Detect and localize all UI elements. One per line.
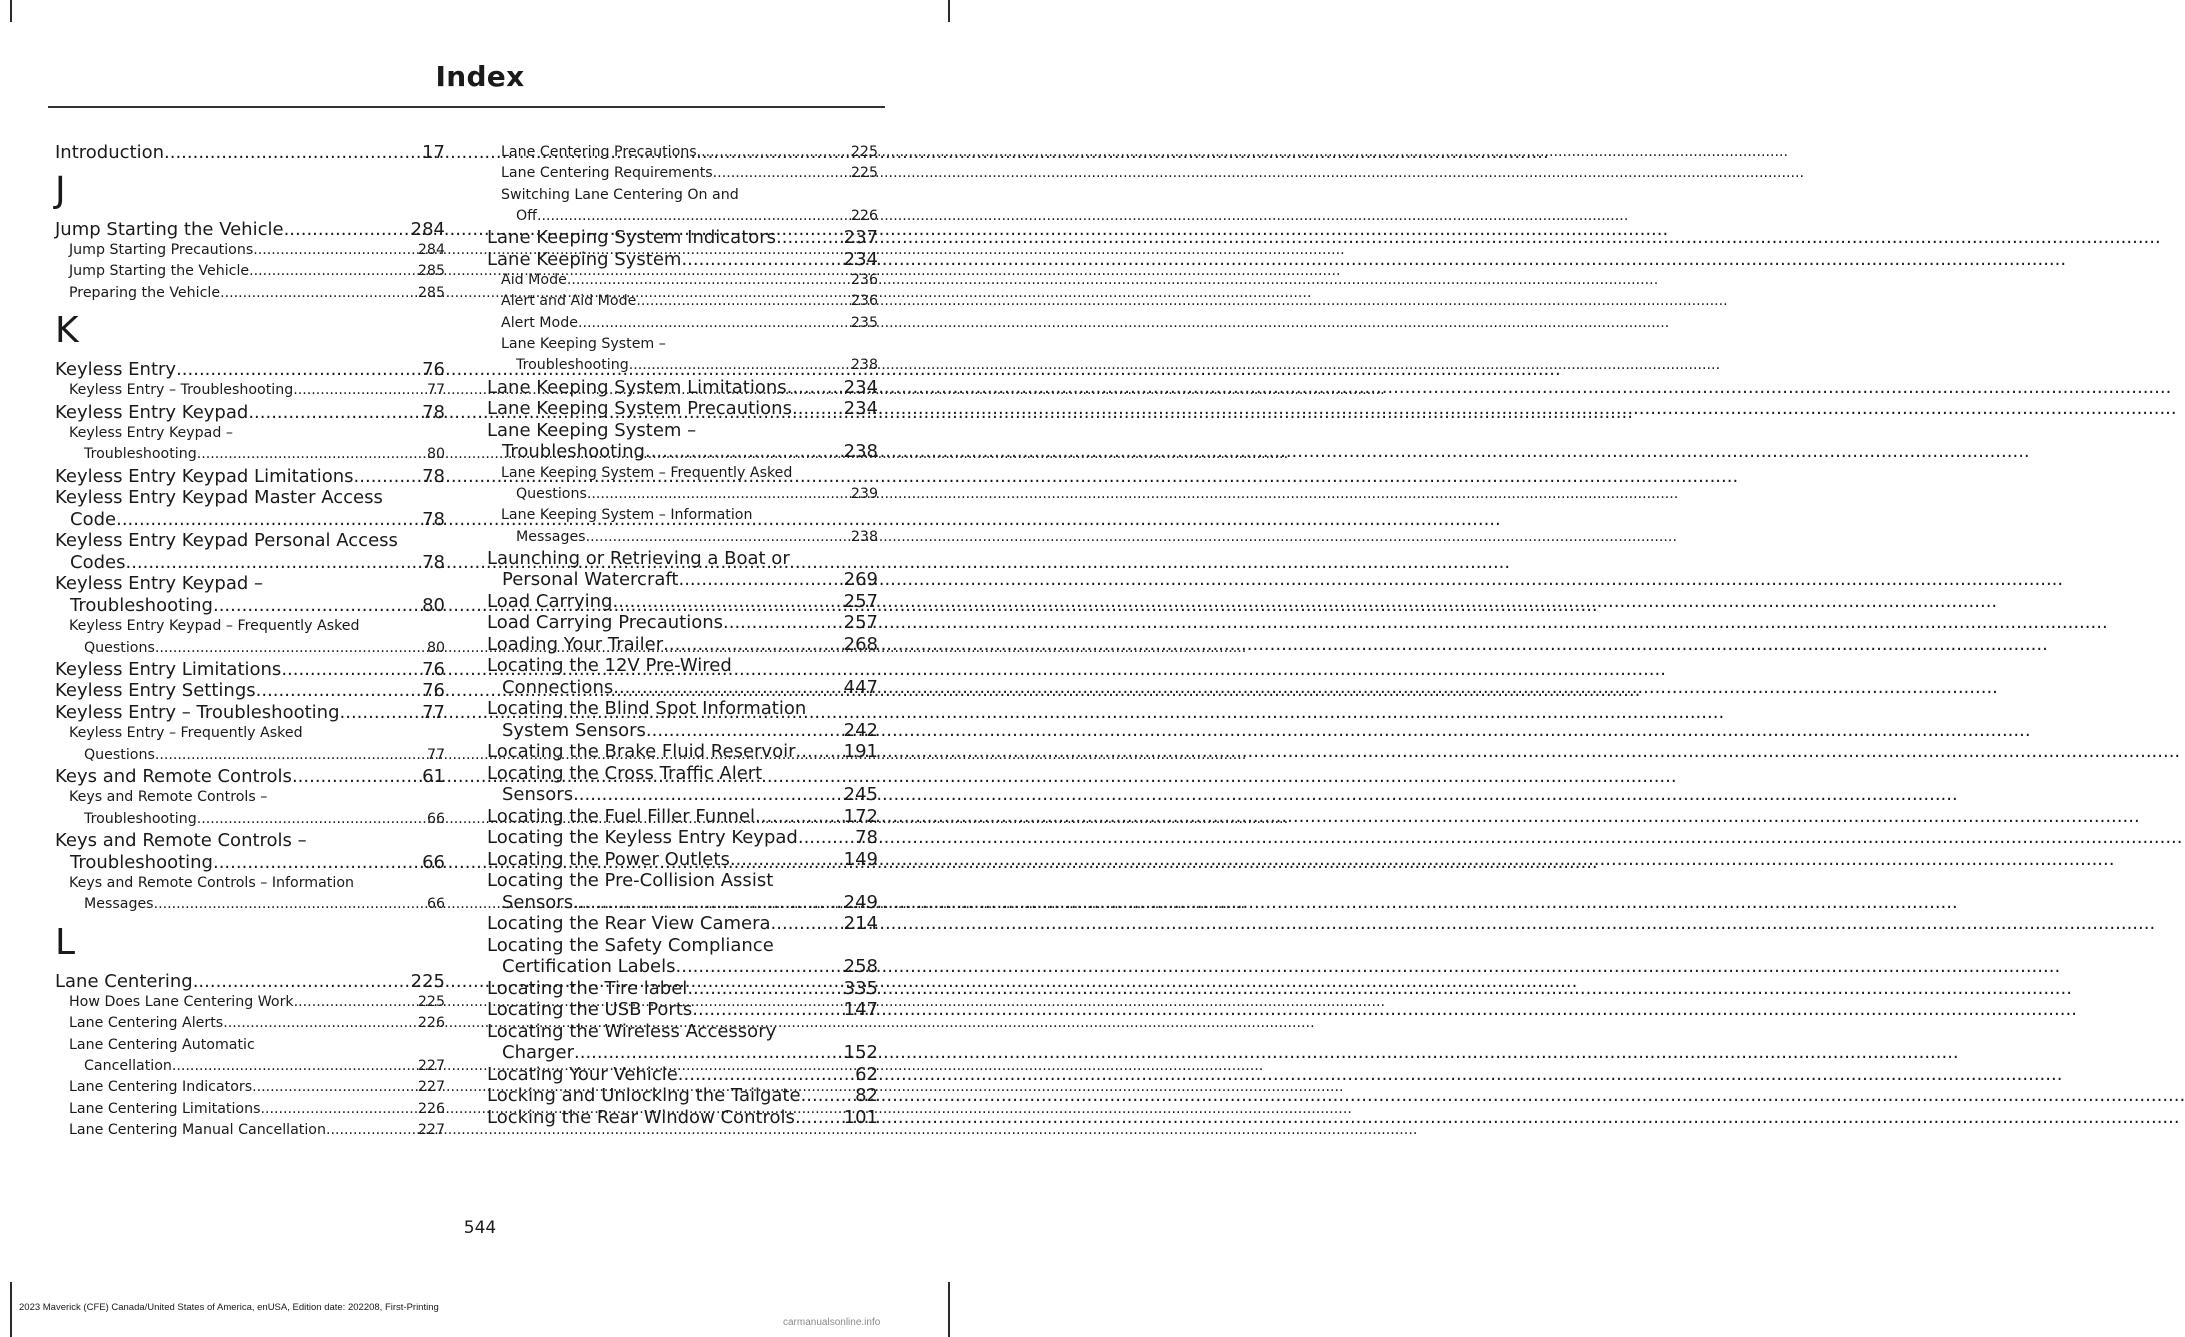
entry-label: Preparing the Vehicle [69, 284, 221, 301]
entry-label: Code [70, 508, 117, 530]
title-divider [48, 106, 885, 108]
dot-leader [663, 634, 843, 656]
entry-page-number: 214 [843, 913, 878, 935]
dot-leader [645, 441, 844, 463]
dot-leader [248, 402, 422, 424]
entry-page-number: 257 [843, 612, 878, 634]
entry-label: Locking and Unlocking the Tailgate [487, 1085, 801, 1107]
entry-label: Locating the Safety Compliance [487, 934, 774, 956]
entry-page-number: 249 [843, 891, 878, 913]
entry-label: Jump Starting Precautions [69, 242, 254, 258]
entry-label: Locating the Cross Traffic Alert [487, 762, 763, 784]
index-entry[interactable] [55, 359, 445, 381]
index-entry[interactable] [487, 806, 878, 828]
dot-leader [155, 638, 427, 659]
entry-page-number: 447 [843, 676, 878, 698]
entry-label: Troubleshooting [84, 446, 197, 463]
entry-label: Locating the USB Ports [487, 999, 693, 1021]
entry-label: Load Carrying [487, 590, 613, 612]
dot-leader [176, 359, 422, 381]
entry-label: Jump Starting the Vehicle [69, 263, 250, 280]
dot-leader [220, 283, 418, 304]
index-entry[interactable] [487, 913, 878, 935]
index-entry[interactable] [487, 420, 878, 463]
entry-label: Troubleshooting [70, 594, 213, 616]
entry-label: System Sensors [502, 719, 646, 741]
entry-page-number: 226 [417, 1015, 445, 1032]
entry-label: Troubleshooting [516, 357, 629, 374]
crop-mark-top-right [948, 0, 950, 22]
dot-leader [354, 466, 423, 488]
dot-leader [213, 852, 422, 874]
entry-page-number: 78 [422, 508, 445, 530]
page-title: Index [435, 60, 525, 93]
index-entry[interactable] [487, 1021, 878, 1064]
index-entry[interactable] [55, 142, 445, 164]
dot-leader [771, 913, 844, 935]
entry-page-number: 284 [410, 218, 445, 240]
entry-page-number: 66 [426, 810, 445, 827]
index-column-right [487, 142, 878, 1128]
dot-leader [692, 999, 843, 1021]
dot-leader [154, 894, 427, 915]
entry-page-number: 268 [843, 633, 878, 655]
entry-page-number: 242 [843, 719, 878, 741]
entry-label: Aid Mode [501, 272, 567, 289]
index-entry[interactable] [487, 612, 878, 634]
entry-label: Lane Centering [55, 970, 193, 992]
entry-page-number: 77 [426, 382, 445, 399]
entry-label: Lane Keeping System Indicators [487, 227, 777, 249]
entry-label: Keyless Entry Limitations [55, 658, 282, 680]
entry-label: Load Carrying Precautions [487, 612, 724, 634]
dot-leader [697, 142, 851, 163]
index-entry[interactable] [487, 398, 878, 420]
dot-leader [798, 827, 855, 849]
entry-page-number: 238 [843, 441, 878, 463]
entry-page-number: 226 [417, 1100, 445, 1117]
dot-leader [755, 806, 844, 828]
entry-page-number: 238 [850, 357, 878, 374]
entry-label: Charger [502, 1042, 574, 1064]
entry-label: Troubleshooting [84, 810, 197, 827]
dot-leader [197, 809, 427, 830]
dot-leader [249, 261, 418, 282]
entry-page-number: 234 [843, 248, 878, 270]
crop-mark-bottom-right [948, 1282, 950, 1337]
dot-leader [573, 892, 844, 914]
entry-page-number: 77 [422, 701, 445, 723]
entry-page-number: 80 [422, 594, 445, 616]
entry-label: Lane Keeping System – Information [501, 507, 753, 524]
entry-label: Questions [516, 485, 587, 502]
entry-page-number: 225 [417, 994, 445, 1011]
index-entry[interactable] [55, 1077, 445, 1098]
index-entry[interactable] [55, 1013, 445, 1034]
entry-page-number: 66 [422, 851, 445, 873]
index-entry[interactable] [487, 163, 878, 184]
entry-label: Lane Centering Alerts [69, 1015, 224, 1032]
index-entry[interactable] [487, 827, 878, 849]
dot-leader [587, 484, 851, 505]
dot-leader [284, 219, 411, 241]
entry-page-number: 227 [417, 1121, 445, 1138]
entry-page-number: 149 [843, 848, 878, 870]
index-entry[interactable] [487, 634, 878, 656]
entry-page-number: 226 [850, 207, 878, 224]
entry-label: Locating the 12V Pre-Wired [487, 655, 732, 677]
index-entry[interactable] [487, 291, 878, 312]
dot-leader [646, 720, 844, 742]
entry-page-number: 101 [843, 1106, 878, 1128]
entry-label: Launching or Retrieving a Boat or [487, 547, 790, 569]
dot-leader [155, 745, 427, 766]
dot-leader [578, 313, 851, 334]
entry-page-number: 78 [855, 827, 878, 849]
entry-page-number: 284 [417, 242, 445, 258]
dot-leader [252, 1077, 418, 1098]
dot-leader [723, 612, 844, 634]
index-entry[interactable] [487, 935, 878, 978]
entry-page-number: 236 [850, 293, 878, 310]
entry-page-number: 78 [422, 551, 445, 573]
entry-page-number: 237 [843, 227, 878, 249]
index-entry[interactable] [487, 1107, 878, 1129]
index-entry[interactable] [487, 334, 878, 377]
index-entry[interactable] [487, 377, 878, 399]
dot-leader [537, 206, 851, 227]
index-entry[interactable] [487, 1085, 878, 1107]
index-entry[interactable] [55, 1120, 445, 1141]
entry-label: Keyless Entry Keypad – [69, 425, 233, 442]
dot-leader [713, 163, 851, 184]
entry-label: Locating the Keyless Entry Keypad [487, 827, 798, 849]
entry-label: Jump Starting the Vehicle [55, 218, 284, 240]
entry-label: Messages [84, 896, 154, 913]
entry-label: Keyless Entry Keypad Limitations [55, 465, 354, 487]
entry-label: Lane Centering Limitations [69, 1100, 261, 1117]
dot-leader [629, 355, 851, 376]
entry-label: Keys and Remote Controls – Information [69, 875, 354, 892]
entry-page-number: 285 [417, 263, 445, 280]
entry-page-number: 78 [422, 401, 445, 423]
entry-page-number: 152 [843, 1042, 878, 1064]
entry-page-number: 225 [850, 144, 878, 160]
index-entry[interactable] [55, 240, 445, 261]
index-entry[interactable] [55, 766, 445, 788]
dot-leader [197, 444, 427, 465]
dot-leader [281, 659, 422, 681]
dot-leader [795, 1107, 844, 1129]
dot-leader [796, 741, 844, 763]
entry-page-number: 76 [422, 358, 445, 380]
entry-label: Keyless Entry Settings [55, 680, 256, 702]
entry-page-number: 61 [422, 765, 445, 787]
dot-leader [676, 956, 844, 978]
index-entry[interactable] [55, 487, 445, 530]
entry-page-number: 66 [426, 896, 445, 913]
entry-label: Locating the Fuel Filler Funnel [487, 805, 756, 827]
entry-label: Lane Keeping System Limitations [487, 376, 787, 398]
index-entry[interactable] [55, 702, 445, 724]
crop-mark-top-left [10, 0, 12, 22]
entry-label: Alert Mode [501, 314, 578, 331]
index-entry[interactable] [55, 380, 445, 401]
entry-page-number: 82 [855, 1085, 878, 1107]
dot-leader [613, 677, 843, 699]
crop-mark-bottom-left [10, 1282, 12, 1337]
index-entry[interactable] [487, 463, 878, 506]
dot-leader [294, 992, 418, 1013]
index-entry[interactable] [487, 870, 878, 913]
entry-page-number: 76 [422, 658, 445, 680]
entry-label: Keyless Entry – Troubleshooting [69, 382, 294, 399]
index-entry[interactable] [487, 548, 878, 591]
dot-leader [326, 1120, 418, 1141]
entry-label: Keyless Entry Keypad Personal Access [55, 530, 398, 552]
entry-label: Locating the Wireless Accessory [487, 1020, 777, 1042]
entry-page-number: 234 [843, 376, 878, 398]
dot-leader [574, 1042, 844, 1064]
dot-leader [787, 377, 844, 399]
entry-page-number: 62 [855, 1063, 878, 1085]
entry-page-number: 225 [850, 165, 878, 182]
index-entry[interactable] [55, 971, 445, 993]
index-entry[interactable] [487, 505, 878, 548]
entry-page-number: 238 [850, 528, 878, 545]
dot-leader [193, 971, 411, 993]
entry-label: Introduction [55, 142, 165, 163]
dot-leader [636, 291, 851, 312]
dot-leader [125, 552, 422, 574]
index-entry[interactable] [487, 249, 878, 271]
entry-label: Lane Centering Requirements [501, 165, 713, 182]
entry-label: Cancellation [84, 1058, 172, 1075]
entry-page-number: 235 [850, 314, 878, 331]
index-entry[interactable] [487, 741, 878, 763]
entry-label: Keys and Remote Controls – [69, 789, 268, 806]
dot-leader [776, 227, 844, 249]
entry-page-number: 78 [422, 465, 445, 487]
entry-label: Locating the Pre-Collision Assist [487, 870, 774, 892]
index-entry[interactable] [487, 849, 878, 871]
entry-page-number: 258 [843, 956, 878, 978]
index-entry[interactable] [55, 873, 445, 916]
entry-page-number: 77 [426, 746, 445, 763]
dot-leader [292, 766, 422, 788]
entry-label: Switching Lane Centering On and [501, 186, 739, 203]
entry-label: Locating the Power Outlets [487, 848, 730, 870]
dot-leader [256, 680, 422, 702]
dot-leader [573, 784, 844, 806]
entry-label: Troubleshooting [70, 851, 213, 873]
index-entry[interactable] [487, 999, 878, 1021]
index-entry[interactable] [487, 142, 878, 163]
entry-page-number: 17 [422, 142, 445, 163]
dot-leader [164, 142, 422, 164]
dot-leader [687, 978, 843, 1000]
entry-label: Alert and Aid Mode [501, 293, 637, 310]
index-entry[interactable] [55, 261, 445, 282]
entry-label: Lane Centering Precautions [501, 144, 697, 160]
entry-label: Locating the Blind Spot Information [487, 698, 807, 720]
section-letter: L [55, 921, 76, 963]
entry-label: Locating the Brake Fluid Reservoir [487, 741, 796, 763]
entry-label: Questions [84, 639, 155, 656]
entry-label: Lane Keeping System Precautions [487, 398, 792, 420]
dot-leader [678, 1064, 855, 1086]
dot-leader [293, 380, 427, 401]
entry-label: Certification Labels [502, 956, 676, 978]
entry-label: Lane Centering Manual Cancellation [69, 1121, 326, 1138]
entry-page-number: 147 [843, 999, 878, 1021]
entry-page-number: 245 [843, 784, 878, 806]
dot-leader [586, 527, 851, 548]
index-entry[interactable] [55, 616, 445, 659]
index-column-left [55, 142, 445, 1141]
entry-label: Keys and Remote Controls – [55, 830, 307, 852]
entry-page-number: 191 [843, 741, 878, 763]
entry-label: Keyless Entry – Troubleshooting [55, 701, 340, 723]
entry-label: Locking the Rear Window Controls [487, 1106, 795, 1128]
entry-page-number: 80 [426, 639, 445, 656]
entry-label: Off [516, 207, 537, 224]
dot-leader [681, 249, 843, 271]
entry-label: Personal Watercraft [502, 569, 679, 591]
entry-page-number: 285 [417, 284, 445, 301]
dot-leader [116, 509, 422, 531]
index-entry[interactable] [487, 591, 878, 613]
entry-label: Questions [84, 746, 155, 763]
entry-page-number: 257 [843, 590, 878, 612]
entry-label: Loading Your Trailer [487, 633, 664, 655]
index-entry[interactable] [487, 698, 878, 741]
index-entry[interactable] [487, 763, 878, 806]
entry-label: Messages [516, 528, 586, 545]
entry-label: Keyless Entry Keypad Master Access [55, 487, 383, 509]
section-letter: K [55, 309, 79, 351]
index-entry[interactable] [55, 1035, 445, 1078]
watermark-text: carmanualsonline.info [783, 1317, 881, 1328]
index-entry[interactable] [55, 423, 445, 466]
dot-leader [172, 1056, 418, 1077]
index-entry[interactable] [55, 466, 445, 488]
footer-edition-text: 2023 Maverick (CFE) Canada/United States of America, enUSA, Edition date: 202208, First-Printing [19, 1302, 439, 1313]
index-entry[interactable] [487, 313, 878, 334]
entry-label: Locating the Rear View Camera [487, 913, 771, 935]
entry-page-number: 239 [850, 485, 878, 502]
index-entry[interactable] [55, 723, 445, 766]
index-entry[interactable] [487, 978, 878, 1000]
entry-label: Sensors [502, 891, 574, 913]
entry-page-number: 234 [843, 398, 878, 420]
index-entry[interactable] [487, 185, 878, 228]
index-entry[interactable] [55, 830, 445, 873]
index-entry[interactable] [55, 680, 445, 702]
dot-leader [792, 398, 844, 420]
entry-label: Troubleshooting [502, 441, 645, 463]
page-number: 544 [463, 1218, 497, 1238]
index-entry[interactable] [487, 1064, 878, 1086]
index-entry[interactable] [55, 573, 445, 616]
entry-label: Lane Centering Indicators [69, 1079, 253, 1096]
entry-label: Locating the Tire label [487, 977, 688, 999]
entry-page-number: 227 [417, 1058, 445, 1075]
index-entry[interactable] [55, 992, 445, 1013]
index-entry[interactable] [487, 270, 878, 291]
entry-page-number: 269 [843, 569, 878, 591]
entry-label: Keys and Remote Controls [55, 765, 292, 787]
dot-leader [730, 849, 844, 871]
dot-leader [801, 1085, 856, 1107]
dot-leader [678, 569, 843, 591]
index-entry[interactable] [55, 787, 445, 830]
index-entry[interactable] [55, 659, 445, 681]
entry-label: Lane Keeping System – Frequently Asked [501, 464, 793, 481]
dot-leader [213, 595, 422, 617]
entry-page-number: 227 [417, 1079, 445, 1096]
entry-label: Keyless Entry Keypad – [55, 573, 264, 595]
entry-label: Keyless Entry Keypad – Frequently Asked [69, 618, 360, 635]
dot-leader [223, 1013, 418, 1034]
entry-label: Locating Your Vehicle [487, 1063, 678, 1085]
index-entry[interactable] [55, 530, 445, 573]
entry-page-number: 335 [843, 977, 878, 999]
dot-leader [612, 591, 843, 613]
entry-label: Keyless Entry [55, 358, 177, 380]
index-entry[interactable] [487, 655, 878, 698]
entry-page-number: 76 [422, 680, 445, 702]
index-entry[interactable] [55, 1099, 445, 1120]
entry-label: Codes [70, 551, 126, 573]
entry-label: Keyless Entry – Frequently Asked [69, 725, 303, 742]
entry-page-number: 236 [850, 272, 878, 289]
entry-label: Keyless Entry Keypad [55, 401, 249, 423]
index-entry[interactable] [55, 219, 445, 241]
entry-label: Lane Keeping System [487, 248, 682, 270]
entry-page-number: 225 [410, 970, 445, 992]
dot-leader [567, 270, 851, 291]
index-entry[interactable] [55, 402, 445, 424]
entry-label: Lane Centering Automatic [69, 1036, 255, 1053]
entry-label: Sensors [502, 784, 574, 806]
index-entry[interactable] [55, 283, 445, 304]
index-entry[interactable] [487, 227, 878, 249]
entry-label: Connections [502, 676, 614, 698]
entry-label: Lane Keeping System – [487, 419, 697, 441]
section-letter: J [55, 169, 66, 211]
entry-label: How Does Lane Centering Work [69, 994, 294, 1011]
entry-label: Lane Keeping System – [501, 336, 666, 353]
dot-leader [253, 240, 418, 261]
entry-page-number: 172 [843, 805, 878, 827]
entry-page-number: 80 [426, 446, 445, 463]
dot-leader [260, 1099, 417, 1120]
dot-leader [340, 702, 423, 724]
